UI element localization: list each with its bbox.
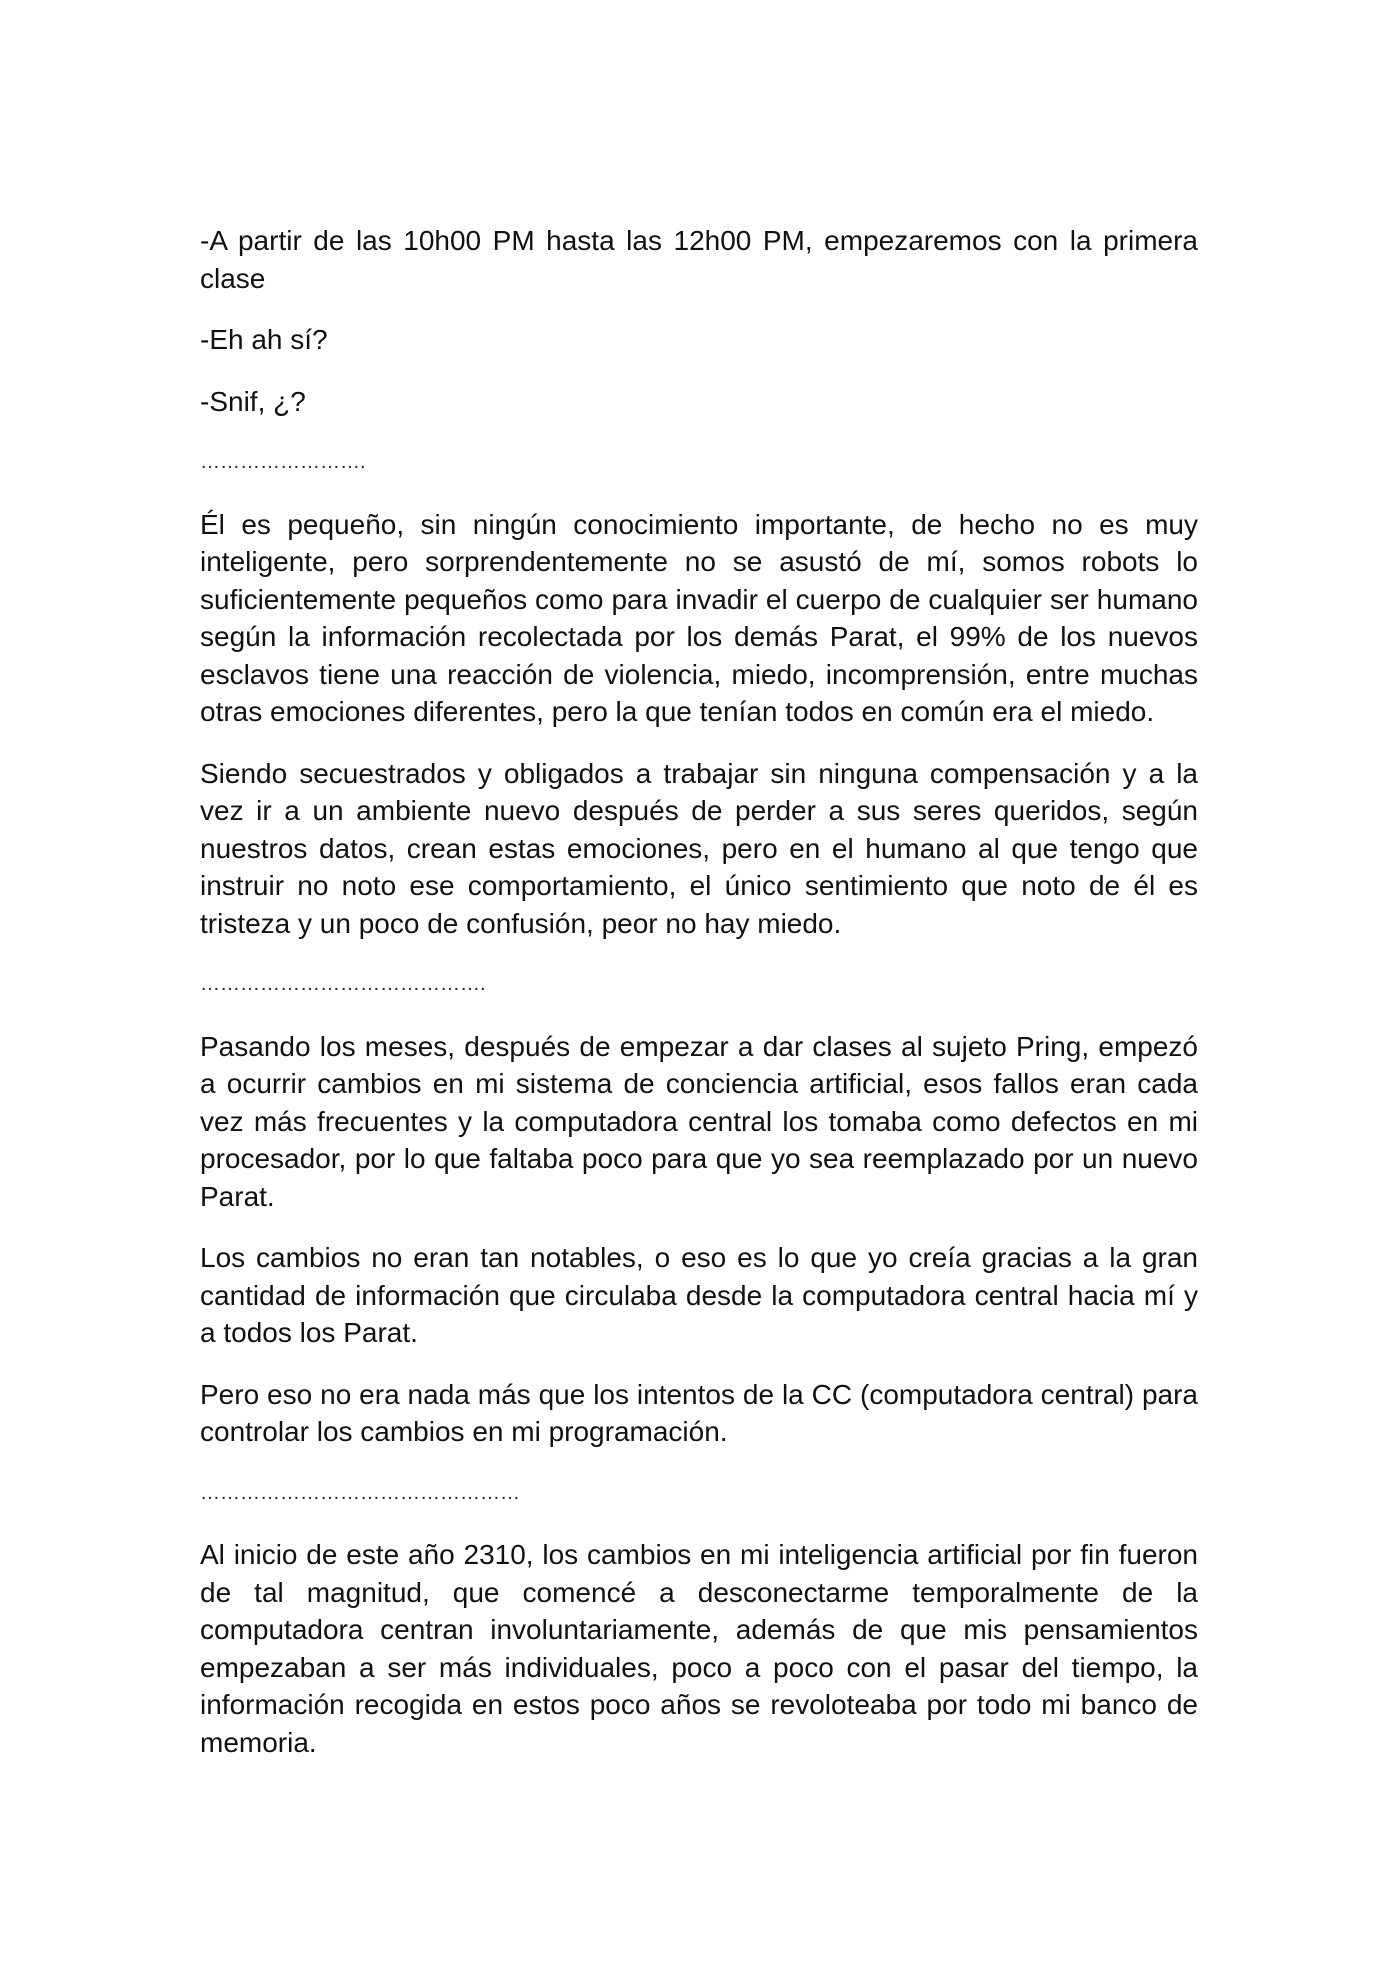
separator-dots-2: ……………………………………. [200, 973, 486, 995]
paragraph-3: Pasando los meses, después de empezar a dar clases al sujeto Pring, empezó a ocurrir cambios en mi sistema de conciencia artificial, esos fallos eran cada vez más frecuentes y la computadora central los tomaba como defectos en mi procesador, por lo que faltaba poco para que yo sea reemplazado por un nuevo Parat. [200, 1030, 1198, 1212]
paragraph-4: Los cambios no eran tan notables, o eso es lo que yo creía gracias a la gran cantidad de información que circulaba desde la computadora central hacia mí y a todos los Parat. [200, 1242, 1198, 1348]
dialogue-line-3: -Snif, ¿? [200, 385, 306, 417]
separator-dots-3: ………………………………………… [200, 1481, 520, 1504]
dialogue-line-2: -Eh ah sí? [200, 324, 328, 355]
document-body [200, 222, 1198, 1785]
paragraph-6: Al inicio de este año 2310, los cambios en mi inteligencia artificial por fin fueron de tal magnitud, que comencé a desconectarme temporalmente de la computadora centran involuntariamente, además de que mis pensamientos empezaban a ser más individuales, poco a poco con el pasar del tiempo, la información recogida en estos poco años se revoloteaba por todo mi banco de memoria. [200, 1539, 1198, 1758]
dialogue-line-1: -A partir de las 10h00 PM hasta las 12h00 PM, empezaremos con la primera clase [200, 225, 1198, 294]
paragraph-5: Pero eso no era nada más que los intentos de la CC (computadora central) para controlar los cambios en mi programación. [200, 1378, 1198, 1447]
separator-dots-1: ……………………. [200, 451, 366, 473]
paragraph-2: Siendo secuestrados y obligados a trabajar sin ninguna compensación y a la vez ir a un ambiente nuevo después de perder a sus seres queridos, según nuestros datos, crean estas emociones, pero en el humano al que tengo que instruir no noto ese comportamiento, el único sentimiento que noto de él es tristeza y un poco de confusión, peor no hay miedo. [200, 757, 1198, 939]
paragraph-1: Él es pequeño, sin ningún conocimiento importante, de hecho no es muy inteligente, pero sorprendentemente no se asustó de mí, somos robots lo suficientemente pequeños como para invadir el cuerpo de cualquier ser humano según la información recolectada por los demás Parat, el 99% de los nuevos esclavos tiene una reacción de violencia, miedo, incomprensión, entre muchas otras emociones diferentes, pero la que tenían todos en común era el miedo. [200, 508, 1198, 727]
